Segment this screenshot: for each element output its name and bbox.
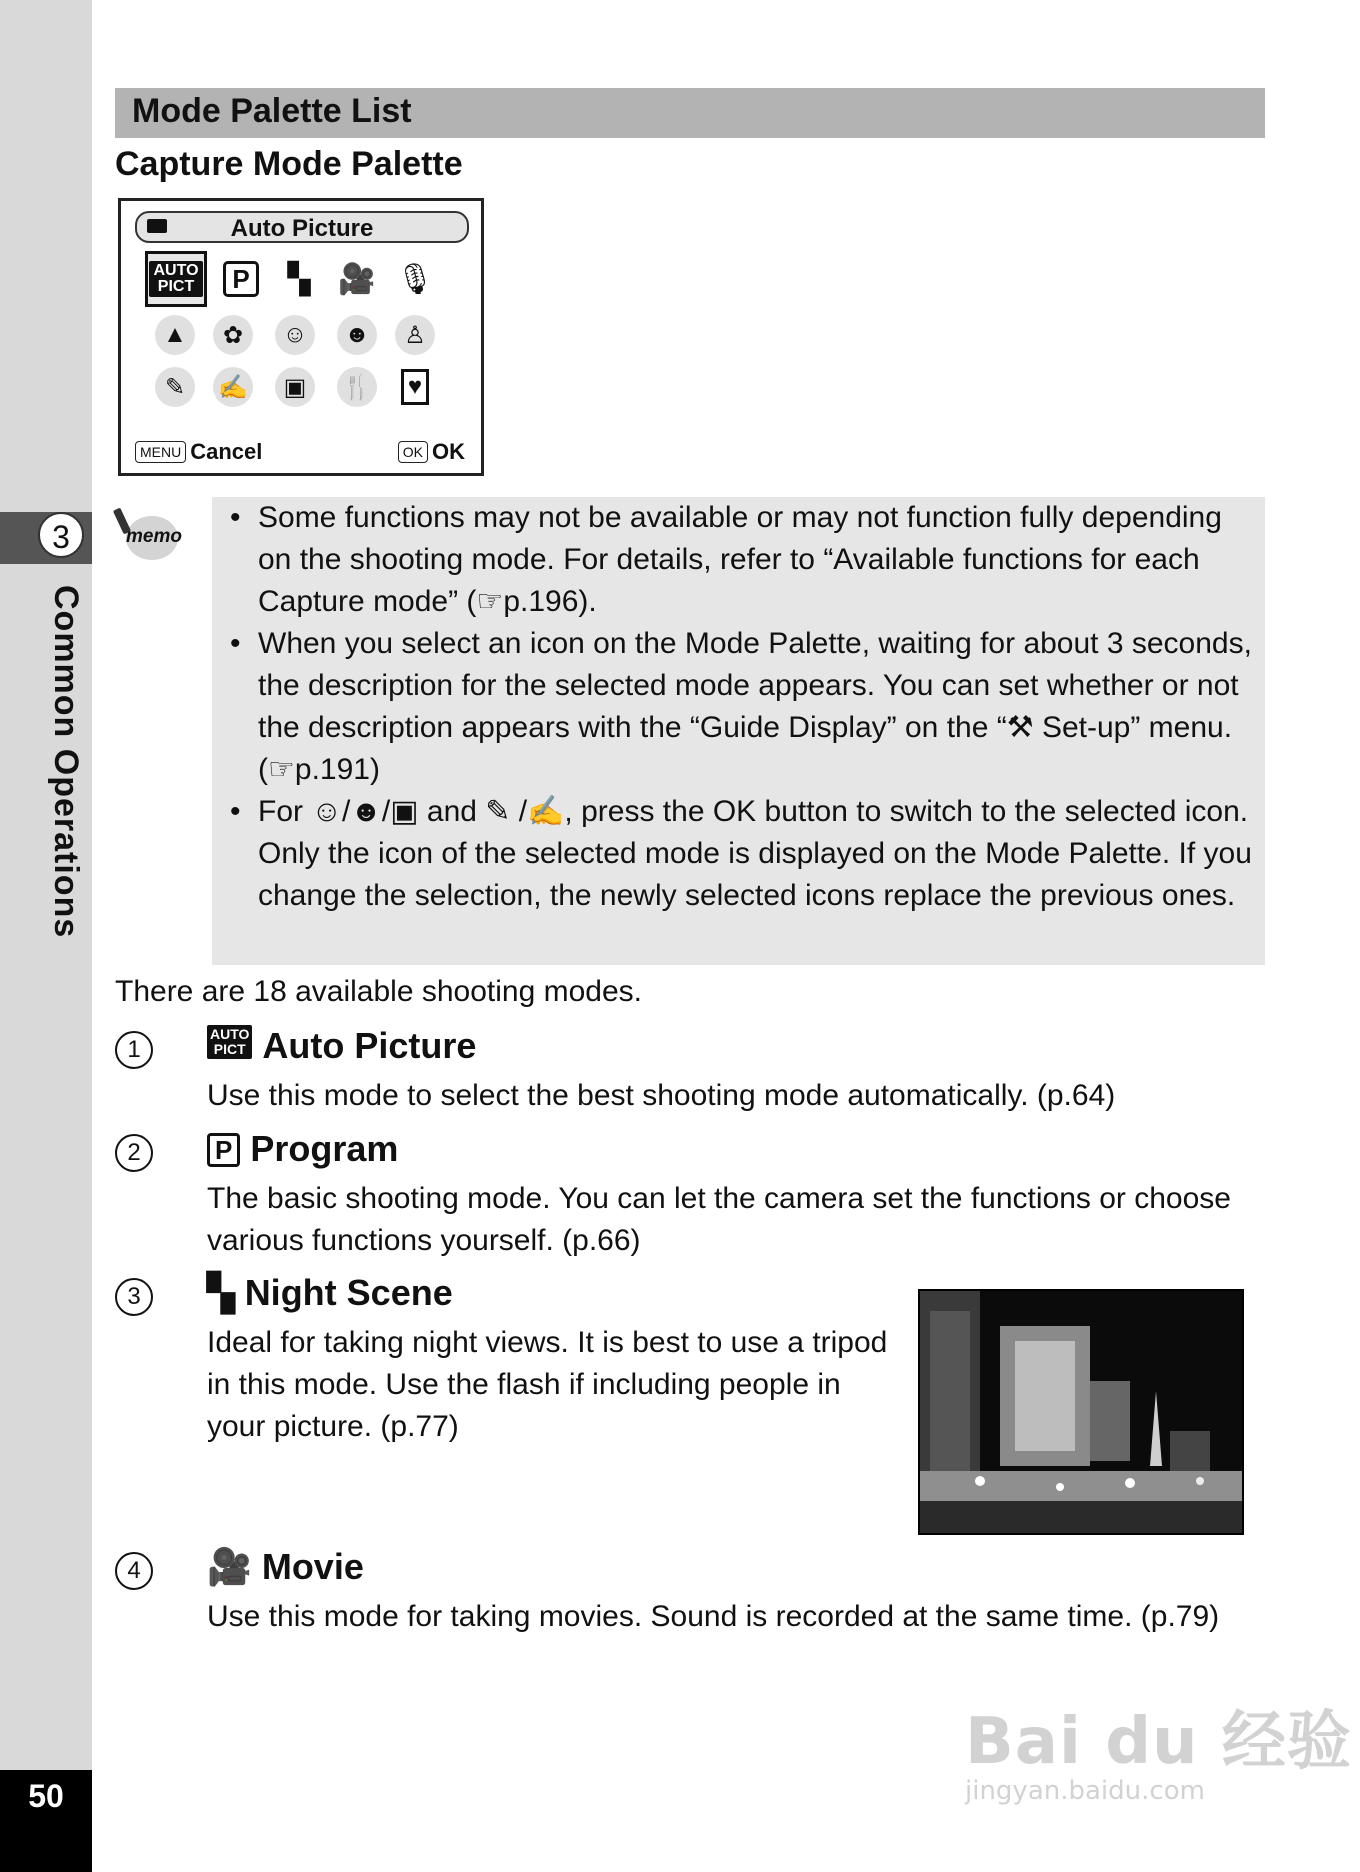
page-number: 50 [28,1778,64,1814]
watermark-url: jingyan.baidu.com [965,1776,1205,1806]
portrait-icon[interactable]: ☺ [269,311,321,359]
item-description: Use this mode to select the best shooting mode automatically. (p.64) [207,1079,1116,1112]
flower-icon[interactable]: ✿ [207,311,259,359]
item-title: Movie [261,1546,364,1587]
item-heading [207,1128,398,1170]
item-number: 3 [115,1278,153,1316]
pet-icon[interactable]: ✎ [149,363,201,411]
memo-list [230,497,1260,917]
ok-label: OK [432,439,465,464]
landscape-icon[interactable]: ▲ [149,311,201,359]
item-number: 4 [115,1552,153,1590]
item-title: Auto Picture [262,1025,477,1066]
item-heading [207,1025,476,1067]
subsection-title: Capture Mode Palette [115,145,463,183]
lcd-title: Auto Picture [230,215,374,242]
mode-item-movie [115,1546,1265,1686]
voice-recording-icon[interactable]: 🎙 [395,262,435,296]
cancel-label: Cancel [190,439,263,464]
chapter-number: 3 [38,512,84,558]
item-heading [207,1272,453,1314]
cancel-control[interactable] [135,439,262,465]
night-scene-icon[interactable]: ▚ [287,262,311,296]
watermark-main: Bai du 经验 [965,1705,1352,1779]
night-scene-photo [918,1289,1244,1535]
movie-icon[interactable]: 🎥 [338,262,376,296]
memo-bullet: • When you select an icon on the Mode Palette, waiting for about 3 seconds, the description for the selected mode appears. You can set whether or not the description appears with the “Guide Display” on the “⚒ Set-up” menu. (☞p.191) [230,623,1260,791]
mode-item-program [115,1128,1265,1268]
food-icon[interactable]: 🍴 [331,363,383,411]
item-title: Program [250,1128,399,1169]
watermark [965,1690,1352,1806]
item-number: 1 [115,1031,153,1069]
memo-bullet: • For ☺/☻/▣ and ✎ /✍, press the OK button to switch to the selected icon. Only the icon of the selected mode is displayed on the Mode Palette. If you change the selection, the newly selected icons replace the previous ones. [230,791,1260,917]
item-description: The basic shooting mode. You can let the camera set the functions or choose various functions yourself. (p.66) [207,1182,1231,1257]
menu-key-icon: MENU [135,441,186,463]
mode-palette-screen [118,198,484,476]
chapter-title: Common Operations [47,585,85,939]
auto-picture-icon: AUTO PICT [207,1025,252,1059]
ok-control[interactable] [398,439,465,465]
program-icon: P [207,1133,240,1167]
item-number: 2 [115,1134,153,1172]
night-scene-icon: ▚ [207,1272,235,1313]
text-icon[interactable]: ▣ [269,363,321,411]
ok-key-icon: OK [398,441,428,463]
mode-item-auto-picture [115,1025,1265,1125]
item-description: Ideal for taking night views. It is best to use a tripod in this mode. Use the flash if including people in your picture. (p.77) [207,1326,888,1443]
kids-icon[interactable]: ✍ [207,363,259,411]
frame-composite-icon[interactable]: ♥ [389,363,441,411]
natural-skin-tone-icon[interactable]: ☻ [331,311,383,359]
lcd-title-bar [135,211,469,243]
section-title: Mode Palette List [132,92,412,130]
program-icon[interactable]: P [215,255,267,303]
memo-icon: memo [116,508,182,558]
digital-shake-reduction-icon[interactable]: ♙ [389,311,441,359]
auto-picture-icon[interactable]: AUTO PICT [145,251,207,307]
lcd-footer [135,439,465,465]
item-description: Use this mode for taking movies. Sound is recorded at the same time. (p.79) [207,1600,1220,1633]
intro-text: There are 18 available shooting modes. [115,975,642,1008]
item-heading [207,1546,364,1588]
item-title: Night Scene [244,1272,453,1313]
movie-icon: 🎥 [207,1546,252,1587]
memo-bullet: • Some functions may not be available or may not function fully depending on the shooting mode. For details, refer to “Available functions for each Capture mode” (☞p.196). [230,497,1260,623]
